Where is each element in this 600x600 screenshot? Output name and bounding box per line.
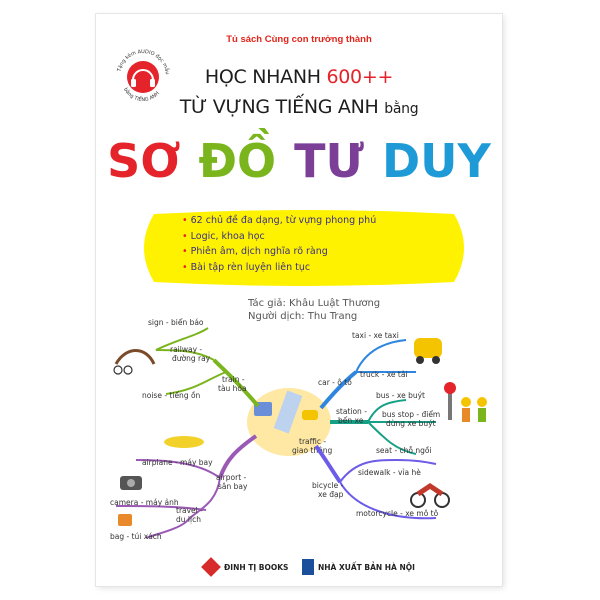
- nxb-hanoi-logo-icon: [302, 559, 314, 575]
- title-count: 600++: [326, 66, 394, 88]
- center-label-2: giao thông: [292, 446, 333, 455]
- label-car: car - ô tô: [318, 378, 352, 387]
- publisher-dinhti: ĐINH TỊ BOOKS: [224, 563, 289, 572]
- person-icon: [461, 397, 471, 407]
- feature-item: • 62 chủ đề đa dạng, từ vựng phong phú: [182, 213, 376, 229]
- label-truck: truck - xe tải: [360, 370, 408, 379]
- label-bus: bus - xe buýt: [376, 391, 425, 400]
- noise-icon: [114, 366, 122, 374]
- title-line-1-text: HỌC NHANH: [204, 66, 327, 88]
- title-line-2-small: bằng: [384, 101, 419, 117]
- label-seat: seat - chỗ ngồi: [376, 446, 432, 455]
- main-title-word-4: DUY: [381, 134, 491, 188]
- label-travel: travel -: [176, 506, 203, 515]
- label-railway: railway -: [170, 345, 203, 354]
- label-taxi: taxi - xe taxi: [352, 331, 399, 340]
- label-bag: bag - túi xách: [110, 532, 162, 541]
- label-motorcycle: motorcycle - xe mô tô: [356, 509, 439, 518]
- label-train-vi: tàu hỏa: [218, 384, 247, 393]
- bus-stop-sign-icon: [448, 390, 452, 420]
- feature-item: • Logic, khoa học: [182, 229, 376, 245]
- label-travel-vi: du lịch: [176, 515, 201, 524]
- label-train: train -: [222, 375, 245, 384]
- bag-icon: [118, 514, 132, 526]
- label-station-vi: bến xe: [338, 416, 364, 425]
- title-line-1: [96, 66, 502, 88]
- label-bicycle-vi: xe đạp: [318, 490, 344, 499]
- main-title: [96, 134, 502, 188]
- book-cover: [96, 14, 502, 586]
- label-airplane: airplane - máy bay: [142, 458, 213, 467]
- badge-bottom-text: bằng TIẾNG ANH: [122, 86, 161, 104]
- label-airport: airport -: [216, 473, 247, 482]
- publisher-nxb: NHÀ XUẤT BẢN HÀ NỘI: [318, 563, 415, 572]
- center-label-1: traffic -: [299, 437, 327, 446]
- taxi-icon: [302, 410, 318, 420]
- label-airport-vi: sân bay: [218, 482, 248, 491]
- badge-top-text: Tặng kèm AUDIO đọc mẫu: [116, 48, 170, 75]
- author: Tác giả: Khâu Luật Thương: [248, 298, 381, 309]
- taxi-car-icon: [414, 338, 442, 358]
- label-busstop: bus stop - điểm: [382, 410, 441, 419]
- series-name: Tủ sách Cùng con trưởng thành: [226, 34, 372, 45]
- airplane-icon: [164, 436, 204, 448]
- label-bicycle: bicycle -: [312, 481, 344, 490]
- feature-item: • Phiên âm, dịch nghĩa rõ ràng: [182, 244, 376, 260]
- features-list: [182, 213, 376, 275]
- dinhti-logo-icon: [201, 557, 221, 577]
- label-busstop-vi: dừng xe buýt: [386, 419, 436, 428]
- person-icon: [477, 397, 487, 407]
- main-title-word-2: ĐỒ: [198, 134, 277, 188]
- label-station: station -: [336, 407, 367, 416]
- motorcycle-icon: [411, 493, 425, 507]
- main-title-word-1: SƠ: [107, 134, 181, 188]
- label-camera: camera - máy ảnh: [110, 498, 179, 507]
- railway-track-icon: [116, 351, 154, 365]
- title-line-2-text: TỪ VỰNG TIẾNG ANH: [179, 96, 385, 118]
- label-sign: sign - biển báo: [148, 318, 204, 327]
- translator: Người dịch: Thu Trang: [248, 311, 358, 322]
- mindmap-illustration: [96, 310, 502, 550]
- label-noise: noise - tiếng ồn: [142, 391, 201, 400]
- label-railway-vi: đường ray: [172, 354, 211, 363]
- feature-item: • Bài tập rèn luyện liên tục: [182, 260, 376, 276]
- main-title-word-3: TƯ: [294, 134, 364, 188]
- label-sidewalk: sidewalk - vỉa hè: [358, 468, 421, 477]
- publishers: [96, 558, 502, 578]
- title-line-2: [96, 96, 502, 118]
